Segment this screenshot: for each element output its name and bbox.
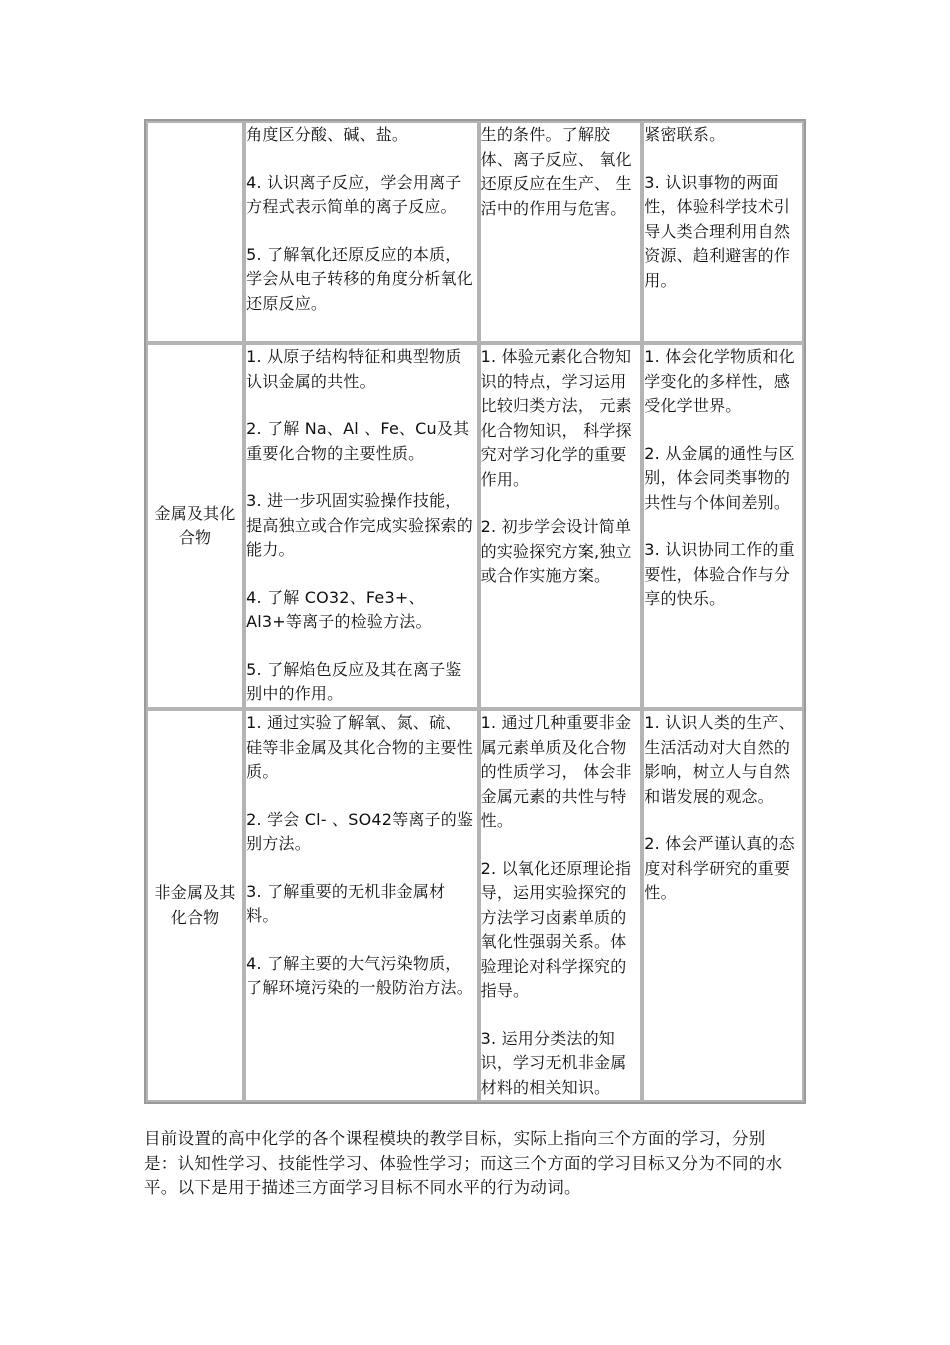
objective-cell <box>244 121 479 343</box>
objective-item: 2. 以氧化还原理论指导，运用实验探究的方法学习卤素单质的氧化性强弱关系。体验理论对科学探究的指导。 <box>480 858 632 1000</box>
objective-item: 4. 了解主要的大气污染物质，了解环境污染的一般防治方法。 <box>246 953 473 997</box>
objective-item: 4. 认识离子反应，学会用离子方程式表示简单的离子反应。 <box>246 172 462 216</box>
objective-cell <box>642 709 804 1102</box>
objective-item: 2. 体会严谨认真的态度对科学研究的重要性。 <box>644 834 795 902</box>
objective-item: 角度区分酸、碱、盐。 <box>246 125 409 144</box>
footer-paragraph: 目前设置的高中化学的各个课程模块的教学目标，实际上指向三个方面的学习，分别是：认知性学习、技能性学习、体验性学习；而这三个方面的学习目标又分为不同的水平。以下是用于描述三方面学习目标不同水平的行为动词。 <box>144 1129 783 1197</box>
objective-item: 1. 认识人类的生产、生活活动对大自然的影响，树立人与自然和谐发展的观念。 <box>644 713 795 806</box>
objective-cell <box>642 121 804 343</box>
objective-cell <box>479 121 643 343</box>
table-row <box>146 121 804 343</box>
topic-cell <box>146 121 244 343</box>
objective-cell <box>642 343 804 709</box>
topic-cell: 金属及其化合物 <box>146 343 244 709</box>
objective-cell <box>244 343 479 709</box>
objectives-table <box>144 119 806 1104</box>
objective-item: 3. 认识协同工作的重要性，体验合作与分享的快乐。 <box>644 540 795 608</box>
table-body <box>146 121 804 1102</box>
objective-item: 3. 了解重要的无机非金属材料。 <box>246 881 446 925</box>
objective-item: 4. 了解 CO32、Fe3+、Al3+等离子的检验方法。 <box>246 587 432 631</box>
objective-item: 1. 体验元素化合物知识的特点，学习运用比较归类方法， 元素化合物知识， 科学探究对学习化学的重要作用。 <box>480 347 632 489</box>
objective-cell <box>479 709 643 1102</box>
objective-item: 1. 通过实验了解氧、氮、硫、硅等非金属及其化合物的主要性质。 <box>246 713 473 781</box>
objective-item: 2. 初步学会设计简单的实验探究方案,独立或合作实施方案。 <box>480 517 632 585</box>
objective-cell <box>244 709 479 1102</box>
table-row <box>146 343 804 709</box>
objective-item: 2. 了解 Na、Al 、Fe、Cu及其重要化合物的主要性质。 <box>246 419 470 463</box>
objective-item: 5. 了解焰色反应及其在离子鉴别中的作用。 <box>246 659 462 703</box>
objective-item: 2. 从金属的通性与区别，体会同类事物的共性与个体间差别。 <box>644 443 795 512</box>
objective-item: 1. 从原子结构特征和典型物质认识金属的共性。 <box>246 347 462 391</box>
objective-item: 3. 认识事物的两面性，体验科学技术引导人类合理利用自然资源、趋利避害的作用。 <box>644 172 791 290</box>
objective-item: 生的条件。了解胶体、离子反应、 氧化还原反应在生产、 生活中的作用与危害。 <box>480 125 632 218</box>
objective-item: 1. 体会化学物质和化学变化的多样性，感受化学世界。 <box>644 347 795 415</box>
objective-item: 2. 学会 Cl- 、SO42等离子的鉴别方法。 <box>246 809 474 853</box>
objective-cell <box>479 343 643 709</box>
objective-item: 1. 通过几种重要非金属元素单质及化合物的性质学习， 体会非金属元素的共性与特性。 <box>480 713 632 830</box>
objective-item: 紧密联系。 <box>644 125 726 144</box>
objective-item: 3. 运用分类法的知识，学习无机非金属材料的相关知识。 <box>480 1028 627 1097</box>
objective-item: 5. 了解氧化还原反应的本质，学会从电子转移的角度分析氧化还原反应。 <box>246 244 473 313</box>
objective-item: 3. 进一步巩固实验操作技能，提高独立或合作完成实验探索的能力。 <box>246 491 473 559</box>
topic-cell: 非金属及其化合物 <box>146 709 244 1102</box>
table-row <box>146 709 804 1102</box>
